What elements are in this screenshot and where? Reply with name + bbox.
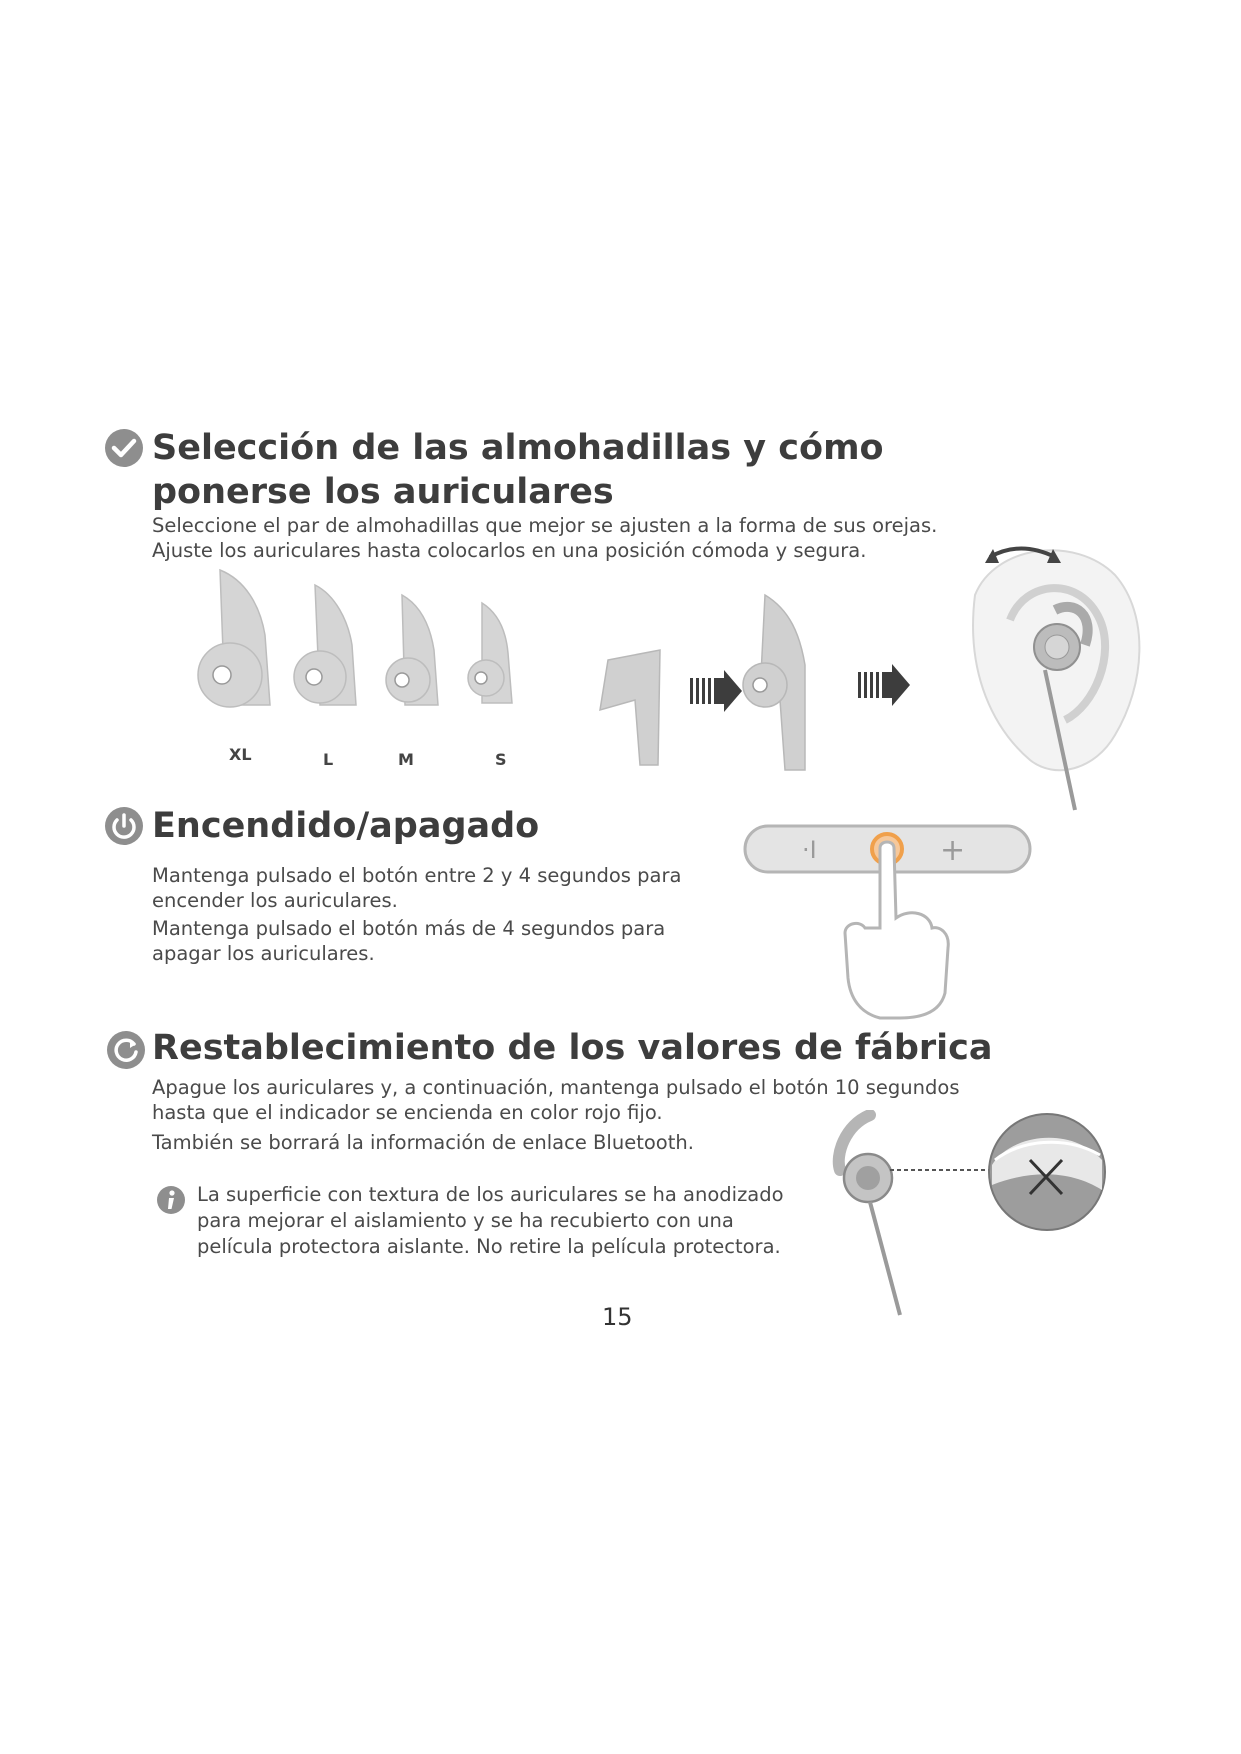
section-title: Restablecimiento de los valores de fábrica <box>152 1028 993 1068</box>
svg-text:·I: ·I <box>802 836 817 864</box>
reset-instructions: Apague los auriculares y, a continuación, mantenga pulsado el botón 10 segundos hasta que el indicador se encienda en color rojo fijo. <box>152 1076 960 1124</box>
protective-film-illustration <box>830 1110 1120 1340</box>
text-line: Seleccione el par de almohadillas que mejor se ajusten a la forma de sus orejas. <box>152 514 938 537</box>
size-label-s: S <box>495 750 507 769</box>
eartip-sizes-illustration <box>190 565 550 725</box>
power-on-text: Mantenga pulsado el botón entre 2 y 4 segundos para encender los auriculares. <box>152 864 682 912</box>
film-note: La superficie con textura de los auriculares se ha anodizado para mejorar el aislamiento y se ha recubierto con una película protectora aislante. No retire la película protectora. <box>197 1183 784 1258</box>
svg-text:+: + <box>940 833 966 868</box>
size-label-l: L <box>323 750 334 769</box>
bluetooth-note: También se borrará la información de enlace Bluetooth. <box>152 1131 694 1154</box>
remote-button-illustration <box>740 818 1040 1028</box>
reset-icon <box>106 1030 146 1070</box>
power-icon <box>104 806 144 846</box>
size-label-xl: XL <box>229 745 252 764</box>
check-circle-icon <box>104 428 144 468</box>
power-off-text: Mantenga pulsado el botón más de 4 segundos para apagar los auriculares. <box>152 917 666 965</box>
page-number: 15 <box>602 1303 633 1331</box>
info-icon <box>156 1185 186 1215</box>
attach-eartip-illustration <box>590 590 930 780</box>
size-label-m: M <box>398 750 414 769</box>
section-description <box>152 513 1052 563</box>
ear-illustration <box>935 535 1185 815</box>
text-line: Ajuste los auriculares hasta colocarlos en una posición cómoda y segura. <box>152 539 867 562</box>
section-title: Encendido/apagado <box>152 806 540 846</box>
section-title: Selección de las almohadillas y cómo ponerse los auriculares <box>152 428 884 512</box>
